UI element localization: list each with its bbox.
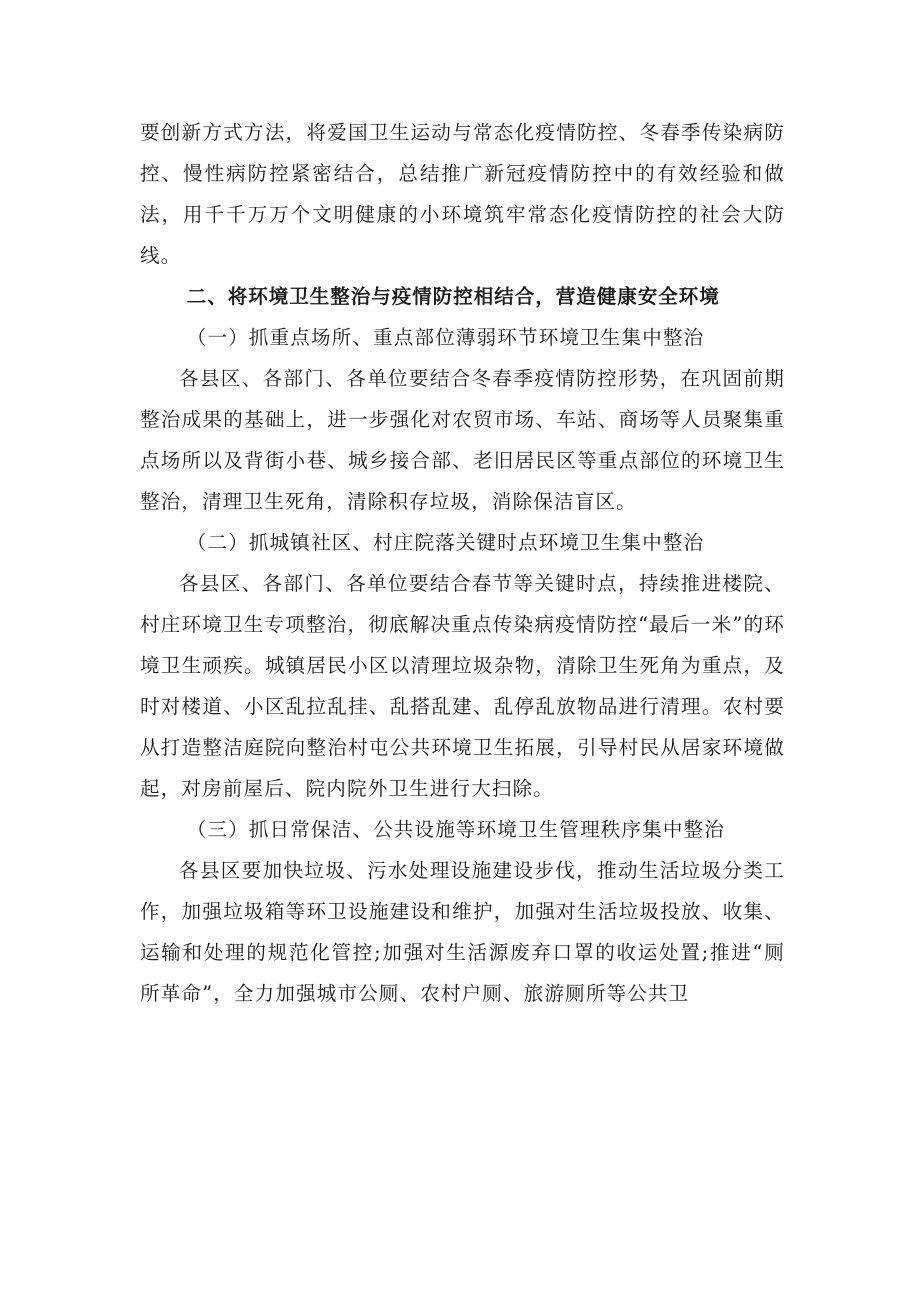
document-body [140, 112, 785, 1014]
paragraph-continuation: 要创新方式方法，将爱国卫生运动与常态化疫情防控、冬春季传染病防控、慢性病防控紧密结合，总结推广新冠疫情防控中的有效经验和做法，用千千万万个文明健康的小环境筑牢常态化疫情防控的社会大防线。 [140, 121, 785, 267]
subsection-heading-1: （一）抓重点场所、重点部位薄弱环节环境卫生集中整治 [186, 326, 705, 349]
paragraph-facilities: 各县区要加快垃圾、污水处理设施建设步伐，推动生活垃圾分类工作，加强垃圾箱等环卫设施建设和维护，加强对生活垃圾投放、收集、运输和处理的规范化管控;加强对生活源废弃口罩的收运处置;推进“厕所革命”，全力加强城市公厕、农村户厕、旅游厕所等公共卫 [140, 859, 785, 1005]
section-heading-2: 二、将环境卫生整治与疫情防控相结合，营造健康安全环境 [186, 285, 720, 308]
paragraph-communities: 各县区、各部门、各单位要结合春节等关键时点，持续推进楼院、村庄环境卫生专项整治，彻底解决重点传染病疫情防控“最后一米”的环境卫生顽疾。城镇居民小区以清理垃圾杂物，清除卫生死角为重点，及时对楼道、小区乱拉乱挂、乱搭乱建、乱停乱放物品进行清理。农村要从打造整洁庭院向整治村屯公共环境卫生拓展，引导村民从居家环境做起，对房前屋后、院内院外卫生进行大扫除。 [140, 572, 785, 800]
paragraph-key-places: 各县区、各部门、各单位要结合冬春季疫情防控形势，在巩固前期整治成果的基础上，进一步强化对农贸市场、车站、商场等人员聚集重点场所以及背街小巷、城乡接合部、老旧居民区等重点部位的环境卫生整治，清理卫生死角，清除积存垃圾，消除保洁盲区。 [140, 367, 785, 513]
subsection-heading-3: （三）抓日常保洁、公共设施等环境卫生管理秩序集中整治 [186, 818, 725, 841]
subsection-heading-2: （二）抓城镇社区、村庄院落关键时点环境卫生集中整治 [186, 531, 705, 554]
